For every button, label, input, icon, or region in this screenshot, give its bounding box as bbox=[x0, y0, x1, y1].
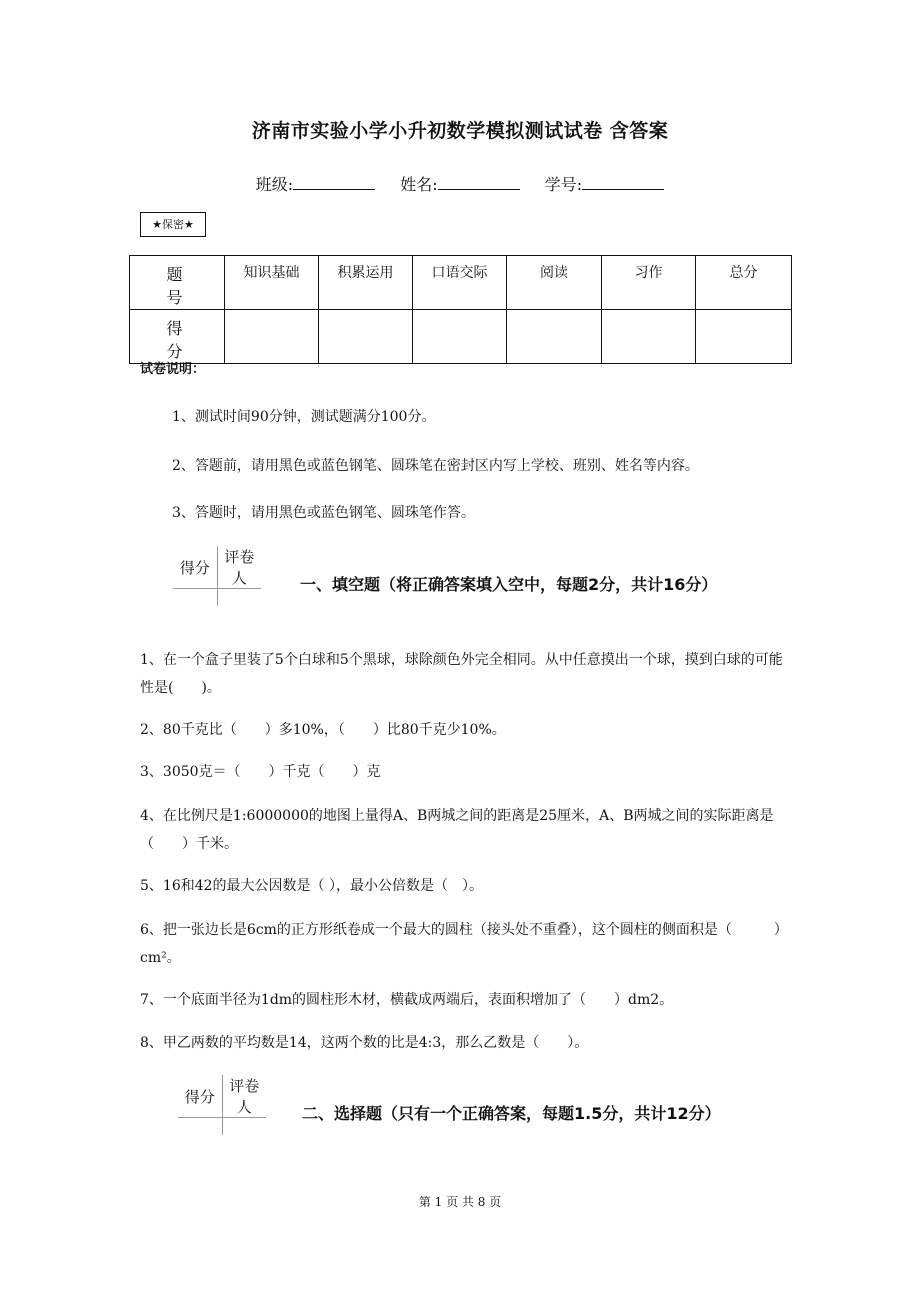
question-item: 5、16和42的最大公因数是（ ），最小公倍数是（ ）。 bbox=[140, 878, 483, 894]
question-item: 3、3050克＝（ ）千克（ ）克 bbox=[140, 764, 381, 780]
instructions-title: 试卷说明： bbox=[140, 362, 206, 377]
question-item: 2、80千克比（ ）多10%，（ ）比80千克少10%。 bbox=[140, 722, 506, 738]
score-cell[interactable] bbox=[319, 310, 413, 364]
student-id-blank[interactable] bbox=[582, 175, 664, 190]
grader-name-cell[interactable] bbox=[217, 589, 261, 606]
class-label: 班级: bbox=[255, 175, 294, 194]
name-blank[interactable] bbox=[438, 175, 520, 190]
grader-name-label: 评卷人 bbox=[217, 546, 261, 589]
confidential-badge: ★保密★ bbox=[140, 212, 206, 237]
score-cell[interactable] bbox=[507, 310, 602, 364]
section-heading: 一、填空题（将正确答案填入空中，每题2分，共计16分） bbox=[300, 575, 718, 594]
question-item: 1、在一个盒子里装了5个白球和5个黑球，球除颜色外完全相同。从中任意摸出一个球，摸到白球的可能性是( )。 bbox=[140, 652, 783, 696]
header-knowledge: 知识基础 bbox=[225, 256, 319, 310]
grader-name-cell[interactable] bbox=[222, 1118, 266, 1135]
header-oral: 口语交际 bbox=[413, 256, 507, 310]
name-label: 姓名: bbox=[400, 175, 438, 194]
header-reading: 阅读 bbox=[507, 256, 602, 310]
header-writing: 习作 bbox=[602, 256, 696, 310]
score-table bbox=[129, 255, 792, 364]
instruction-item: 1、测试时间90分钟，测试题满分100分。 bbox=[172, 409, 436, 425]
page-footer: 第 1 页 共 8 页 bbox=[418, 1195, 502, 1209]
header-total: 总分 bbox=[696, 256, 792, 310]
score-cell[interactable] bbox=[602, 310, 696, 364]
question-item: 8、甲乙两数的平均数是14，这两个数的比是4:3，那么乙数是（ ）。 bbox=[140, 1035, 589, 1051]
question-item: 6、把一张边长是6cm的正方形纸卷成一个最大的圆柱（接头处不重叠），这个圆柱的侧面积是（ ）cm²。 bbox=[140, 922, 788, 966]
grader-box bbox=[178, 1075, 266, 1135]
score-table-score-row bbox=[130, 310, 792, 364]
score-cell[interactable] bbox=[696, 310, 792, 364]
grader-score-label: 得分 bbox=[173, 546, 217, 589]
grader-score-cell[interactable] bbox=[173, 589, 217, 606]
grader-score-label: 得分 bbox=[178, 1075, 222, 1118]
question-item: 4、在比例尺是1:6000000的地图上量得A、B两城之间的距离是25厘米，A、B两城之间的实际距离是（ ）千米。 bbox=[140, 808, 774, 852]
instruction-item: 2、答题前，请用黑色或蓝色钢笔、圆珠笔在密封区内写上学校、班别、姓名等内容。 bbox=[172, 458, 699, 474]
grader-score-cell[interactable] bbox=[178, 1118, 222, 1135]
section-heading: 二、选择题（只有一个正确答案，每题1.5分，共计12分） bbox=[302, 1104, 721, 1123]
class-blank[interactable] bbox=[293, 175, 375, 190]
student-id-field[interactable] bbox=[545, 172, 664, 195]
header-accumulation: 积累运用 bbox=[319, 256, 413, 310]
score-row-label: 得 分 bbox=[130, 310, 225, 364]
header-question-number: 题 号 bbox=[130, 256, 225, 310]
grader-name-label: 评卷人 bbox=[222, 1075, 266, 1118]
student-info-line bbox=[0, 172, 920, 195]
student-id-label: 学号: bbox=[544, 175, 583, 194]
class-field[interactable] bbox=[256, 172, 375, 195]
question-item: 7、一个底面半径为1dm的圆柱形木材，横截成两端后，表面积增加了（ ）dm2。 bbox=[140, 992, 674, 1008]
name-field[interactable] bbox=[400, 172, 519, 195]
page-title: 济南市实验小学小升初数学模拟测试试卷 含答案 bbox=[251, 120, 669, 142]
grader-box bbox=[173, 546, 261, 606]
score-cell[interactable] bbox=[413, 310, 507, 364]
score-table-header-row bbox=[130, 256, 792, 310]
instruction-item: 3、答题时，请用黑色或蓝色钢笔、圆珠笔作答。 bbox=[172, 505, 475, 521]
score-cell[interactable] bbox=[225, 310, 319, 364]
